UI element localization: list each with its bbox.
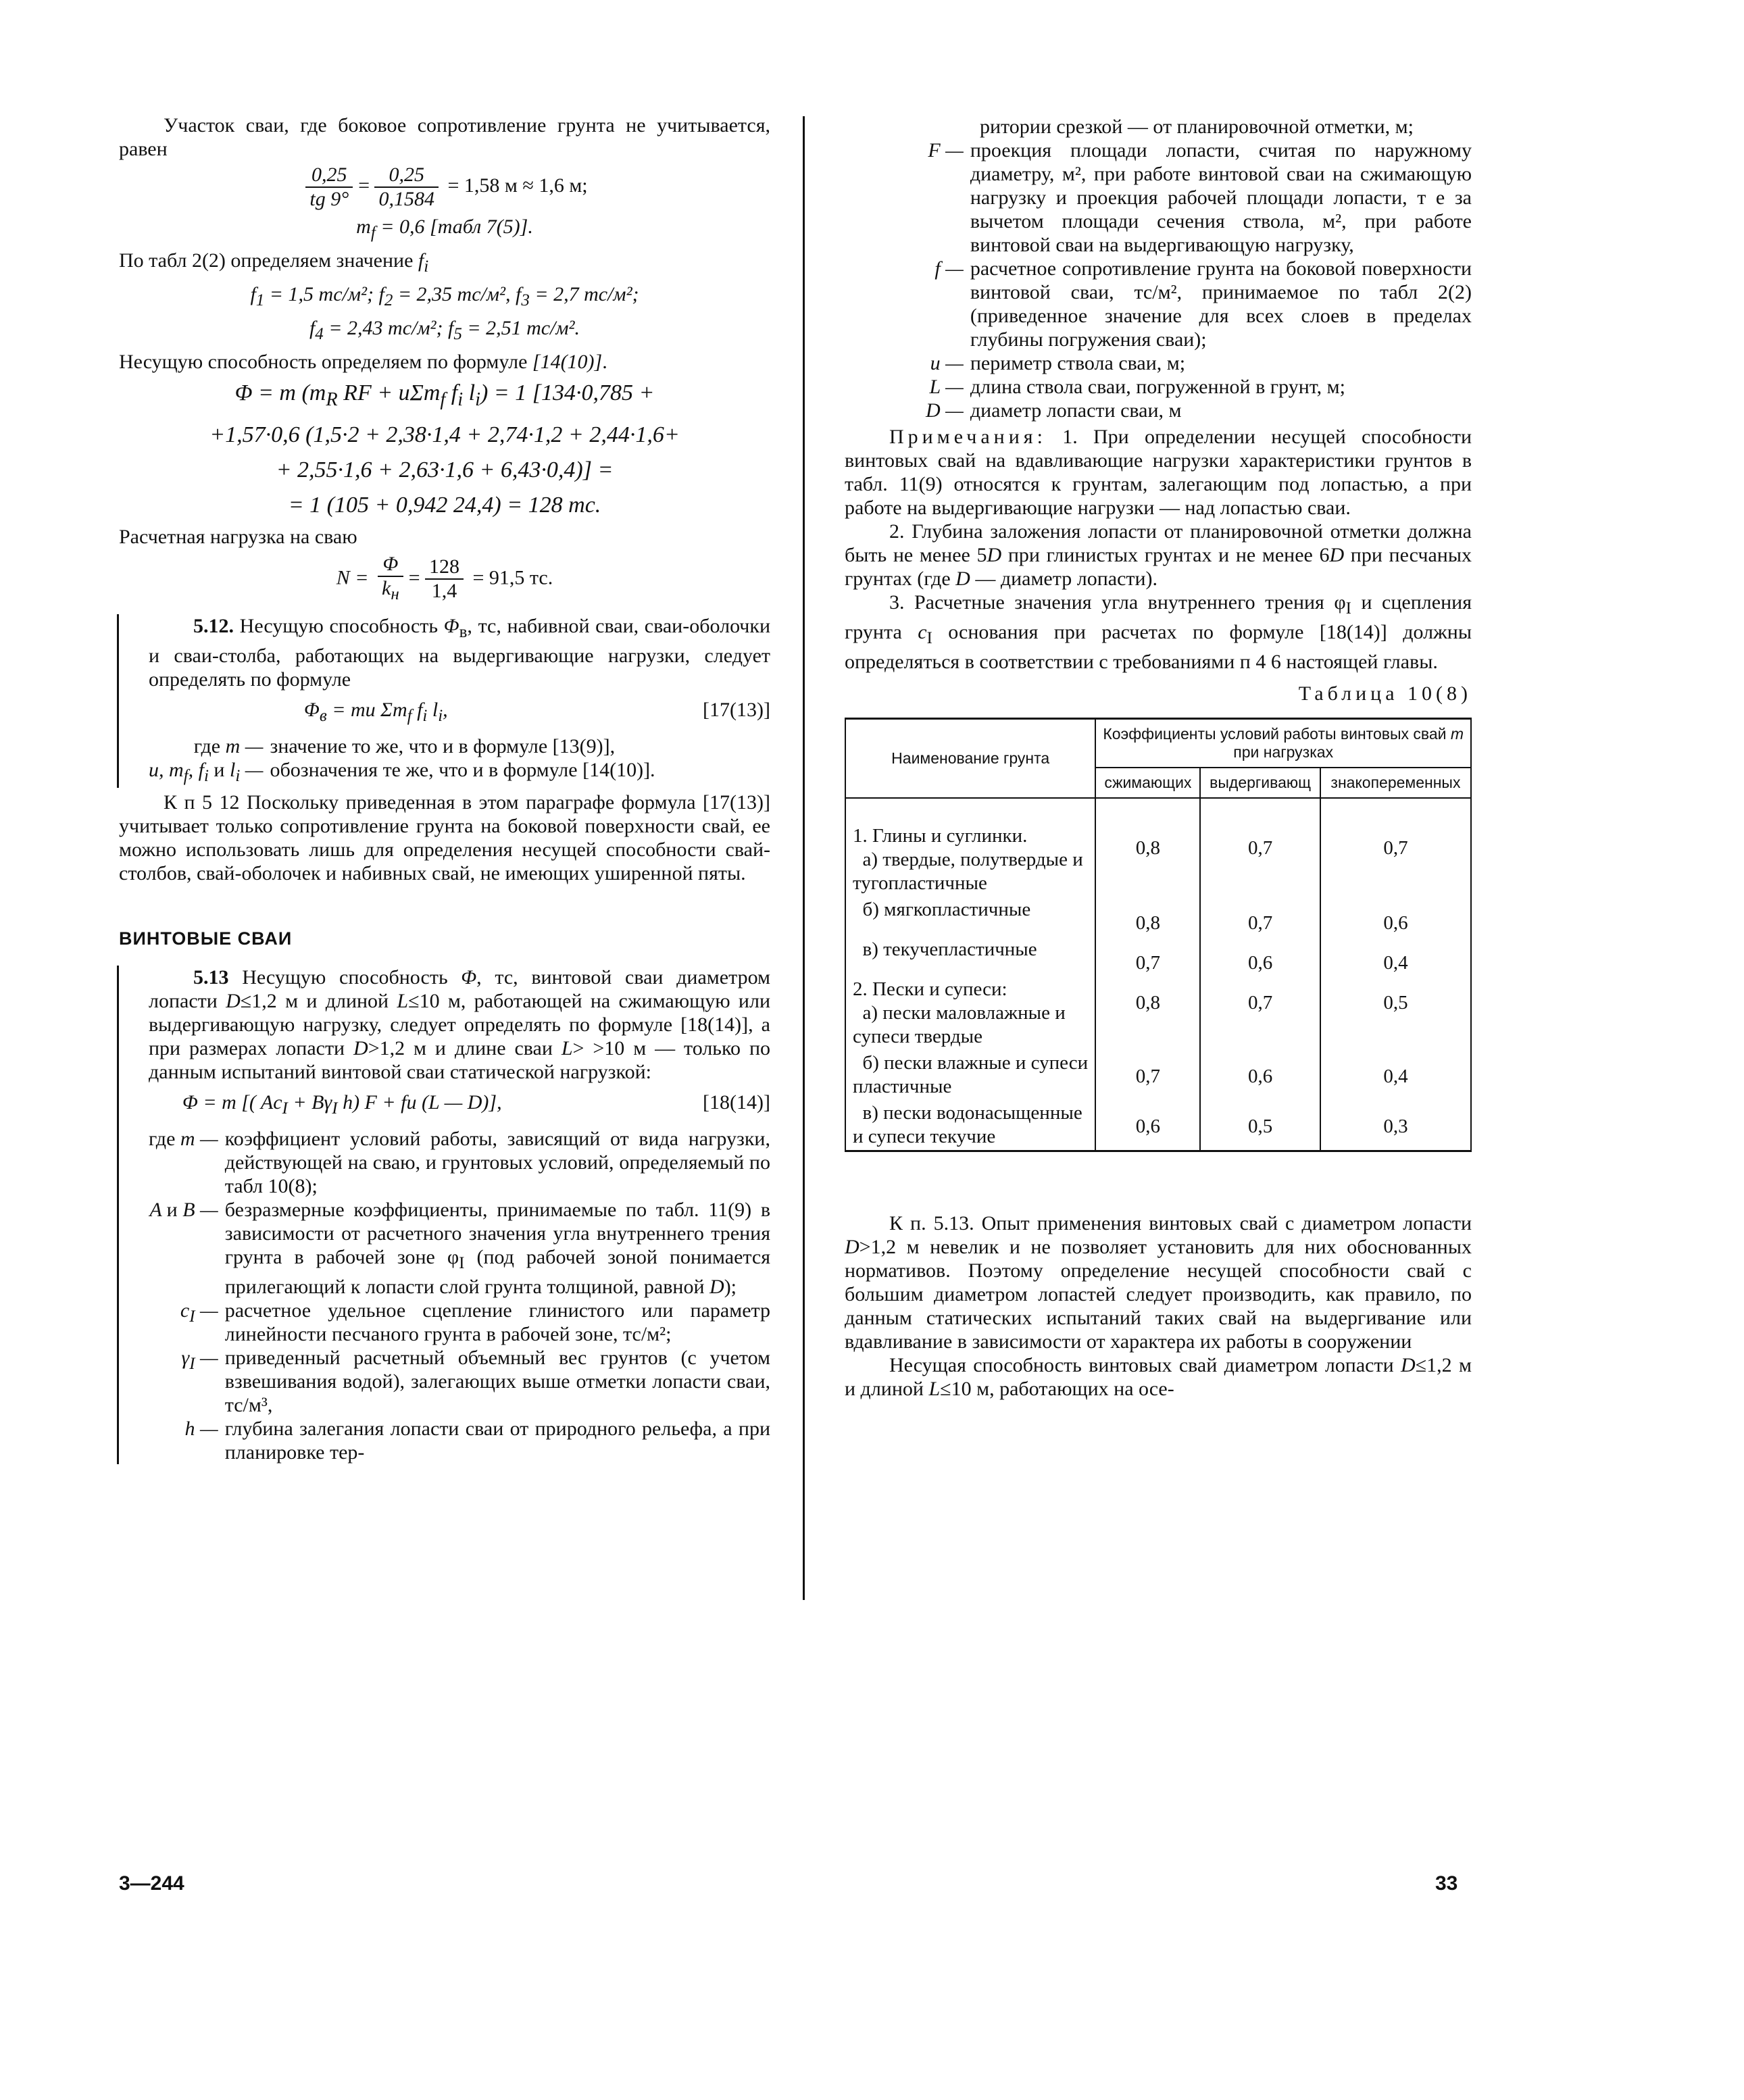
right-column	[845, 115, 1472, 1401]
table-cell-value: 0,7	[1200, 976, 1320, 1050]
table-header-name: Наименование грунта	[845, 719, 1095, 799]
where-list-2	[149, 1127, 770, 1464]
equation-18-14: Φ = m [( $Ac_I + B\gamma_I$ h) F + fu (L — D)], [18(14)]	[182, 1091, 770, 1118]
page-signature: 3—244	[119, 1872, 184, 1895]
table-cell-value: 0,4	[1320, 936, 1471, 976]
definition-term: u, $m_f$, $f_i$ и $l_i$ —	[149, 758, 264, 785]
paragraph: ритории срезкой — от планировочной отметки, м;	[980, 116, 1414, 138]
formula-5: N = $\frac{\Phi}{k_н}$ = $\frac{128}{1,4}$ = 91,5 тс.	[336, 552, 553, 603]
formula-1: $\frac{0,25}{tg 9^\circ}$ = $\frac{0,25}{0,1584}$ = 1,58 м ≈ 1,6 м;	[119, 164, 770, 211]
table-cell-value: 0,5	[1320, 976, 1471, 1050]
table-cell-value: 0,7	[1200, 897, 1320, 936]
table-column-header: знакопеременных	[1320, 768, 1471, 798]
formula-3b: $f_4 = 2,43$ тс/м²; $f_5 = 2,51$ тс/м².	[309, 317, 580, 343]
definition-text: проекция площади лопасти, считая по наружному диаметру, м², при работе винтовой сваи на сжимающую нагрузку и проекция рабочей площади лопасти, т е за вычетом площади сечения ствола, м², при работе винтовой сваи на выдергивающую нагрузку,	[970, 139, 1472, 256]
definition-term: u —	[930, 352, 964, 374]
table-column-header: выдергивающ	[1200, 768, 1320, 798]
note-1: Примечания: 1. При определении несущей способности винтовых свай на вдавливающие нагрузки характеристики грунтов в табл. 11(9) относятся к грунтам, залегающим под лопастью, а при работе на выдергивающие нагрузки — над лопастью сваи.	[845, 426, 1472, 519]
paragraph: Несущая способность винтовых свай диаметром лопасти D≤1,2 м и длиной L≤10 м, работающих на осе-	[845, 1354, 1472, 1400]
table-cell-name: б) мягкопластичные	[845, 897, 1095, 936]
paragraph: 5.13 Несущую способность Φ, тс, винтовой сваи диаметром лопасти D≤1,2 м и длиной L≤10 м, работающей на сжимающую или выдергивающую нагрузку, следует определять по формуле [18(14)], а при размерах лопасти D>1,2 м и длине сваи L> >10 м — только по данным испытаний винтовой сваи статической нагрузкой:	[149, 966, 771, 1083]
table-cell-value: 0,5	[1200, 1100, 1320, 1151]
table-cell-value: 0,8	[1095, 798, 1200, 897]
definition-text: значение то же, что и в формуле [13(9)],	[270, 734, 616, 757]
definition-text: длина ствола сваи, погруженной в грунт, м;	[970, 376, 1345, 398]
note-2: 2. Глубина заложения лопасти от планировочной отметки должна быть не менее 5D при глинистых грунтах и не менее 6D при песчаных грунтах (где D — диаметр лопасти).	[845, 520, 1472, 590]
paragraph: Участок сваи, где боковое сопротивление грунта не учитывается, равен	[119, 114, 770, 160]
table-cell-value: 0,6	[1200, 1050, 1320, 1100]
table-cell-value: 0,3	[1320, 1100, 1471, 1151]
formula-4d: = 1 (105 + 0,942 24,4) = 128 тс.	[288, 492, 601, 518]
formula-3a: $f_1 = 1,5$ тс/м²; $f_2 = 2,35$ тс/м², $f_3 = 2,7$ тс/м²;	[250, 283, 639, 309]
left-column	[119, 114, 770, 1464]
definition-list	[926, 139, 1472, 422]
table-cell-value: 0,8	[1095, 897, 1200, 936]
notes-label: Примечания:	[889, 426, 1047, 448]
table-10-8	[845, 718, 1472, 1152]
table-row	[845, 798, 1471, 897]
table-cell-value: 0,7	[1200, 798, 1320, 897]
column-rule-right	[803, 116, 805, 1600]
definition-text: приведенный расчетный объемный вес грунтов (с учетом взвешивания водой), залегающих выше отметки лопасти сваи, тс/м³,	[224, 1346, 770, 1416]
where-list-1	[149, 734, 770, 788]
definition-term: f —	[935, 257, 964, 280]
formula-2: $m_f = 0,6$ [табл 7(5)].	[356, 216, 533, 242]
table-cell-value: 0,6	[1200, 936, 1320, 976]
definition-text: глубина залегания лопасти сваи от природного рельефа, а при планировке тер-	[224, 1417, 770, 1464]
page-number: 33	[1435, 1872, 1458, 1895]
definition-term: A и B —	[149, 1198, 218, 1221]
table-row	[845, 897, 1471, 936]
definition-text: расчетное сопротивление грунта на боковой поверхности винтовой сваи, тс/м², принимаемое по табл 2(2) (приведенное значение для всех слоев в пределах глубины погружения сваи);	[970, 257, 1472, 351]
definition-text: диаметр лопасти сваи, м	[970, 399, 1182, 422]
definition-term: D —	[926, 399, 964, 422]
table-cell-name: 1. Глины и суглинки. а) твердые, полутвердые и тугопластичные	[845, 798, 1095, 897]
table-cell-name: в) пески водонасыщенные и супеси текучие	[845, 1100, 1095, 1151]
note-3: 3. Расчетные значения угла внутреннего трения $\varphi_I$ и сцепления грунта $c_I$ основания при расчетах по формуле [18(14)] должны определяться в соответствии с требованиями п 4 6 настоящей главы.	[845, 591, 1472, 673]
table-title: Таблица 10(8)	[1298, 682, 1472, 705]
paragraph: По табл 2(2) определяем значение $f_i$	[119, 249, 429, 276]
paragraph: 5.12. Несущую способность $\Phi_в$, тс, набивной сваи, сваи-оболочки и сваи-столба, работающих на выдергивающие нагрузки, следует определять по формуле	[149, 614, 771, 691]
definition-term: где m —	[193, 734, 264, 757]
formula-4a: Φ = m ($m_R$ RF + uΣm$_f$ $f_i$ $l_i) = 1$ [134·0,785 +	[234, 380, 655, 410]
table-column-header: сжимающих	[1095, 768, 1200, 798]
definition-term: где m —	[149, 1127, 218, 1150]
commentary-5-13: К п. 5.13. Опыт применения винтовых свай с диаметром лопасти D>1,2 м невелик и не позволяет установить для них обоснованных нормативов. Поэтому определение несущей способности свай с большим диаметром лопастей следует производить, как правило, по данным статических испытаний таких свай на выдергивание или вдавливание в зависимости от характера их работы в сооружении	[845, 1212, 1472, 1353]
definition-text: безразмерные коэффициенты, принимаемые по табл. 11(9) в зависимости от расчетного значения угла внутреннего трения грунта в рабочей зоне $\varphi_I$ (под рабочей зоной понимается прилегающий к лопасти слой грунта толщиной, равной D);	[224, 1198, 771, 1298]
formula-4c: + 2,55·1,6 + 2,63·1,6 + 6,43·0,4)] =	[276, 457, 614, 482]
definition-term: F —	[928, 139, 964, 161]
equation-17-13: $\Phi_в$ = mu $\Sigma m_f$ $f_i$ $l_i$, [17(13)]	[304, 698, 770, 725]
table-cell-value: 0,7	[1095, 1050, 1200, 1100]
paragraph: Расчетная нагрузка на сваю	[119, 525, 357, 548]
table-cell-value: 0,7	[1320, 798, 1471, 897]
definition-term: $\gamma_I$ —	[181, 1346, 218, 1373]
definition-text: коэффициент условий работы, зависящий от вида нагрузки, действующей на сваю, и грунтовых условий, определяемый по табл 10(8);	[224, 1127, 770, 1197]
table-row	[845, 1050, 1471, 1100]
definition-text: обозначения те же, что и в формуле [14(10)].	[270, 758, 655, 781]
table-cell-value: 0,6	[1095, 1100, 1200, 1151]
table-row	[845, 976, 1471, 1050]
table-cell-name: в) текучепластичные	[845, 936, 1095, 976]
commentary-5-12: К п 5 12 Поскольку приведенная в этом параграфе формула [17(13)] учитывает только сопротивление грунта на боковой поверхности свай, ее можно использовать лишь для определения несущей способности свай-столбов, свай-оболочек и набивных свай, не имеющих уширенной пяты.	[119, 791, 770, 884]
table-cell-name: б) пески влажные и супеси пластичные	[845, 1050, 1095, 1100]
table-row	[845, 936, 1471, 976]
section-heading: ВИНТОВЫЕ СВАИ	[119, 928, 293, 949]
definition-text: периметр ствола сваи, м;	[970, 352, 1186, 374]
section-5-12	[117, 614, 770, 788]
table-cell-value: 0,7	[1095, 936, 1200, 976]
definition-text: расчетное удельное сцепление глинистого или параметр линейности песчаного грунта в рабочей зоне, тс/м²;	[224, 1299, 770, 1345]
table-header-group: Коэффициенты условий работы винтовых свай m при нагрузках	[1095, 719, 1471, 768]
table-cell-value: 0,8	[1095, 976, 1200, 1050]
definition-term: h —	[184, 1417, 218, 1440]
paragraph: Несущую способность определяем по формуле [14(10)].	[119, 351, 607, 373]
table-cell-value: 0,6	[1320, 897, 1471, 936]
section-5-13	[117, 966, 770, 1464]
table-cell-name: 2. Пески и супеси: а) пески маловлажные и супеси твердые	[845, 976, 1095, 1050]
table-row	[845, 1100, 1471, 1151]
table-cell-value: 0,4	[1320, 1050, 1471, 1100]
definition-term: L —	[929, 376, 964, 398]
definition-term: $c_I$ —	[180, 1299, 218, 1326]
formula-4b: +1,57·0,6 (1,5·2 + 2,38·1,4 + 2,74·1,2 + 2,44·1,6+	[209, 422, 680, 447]
